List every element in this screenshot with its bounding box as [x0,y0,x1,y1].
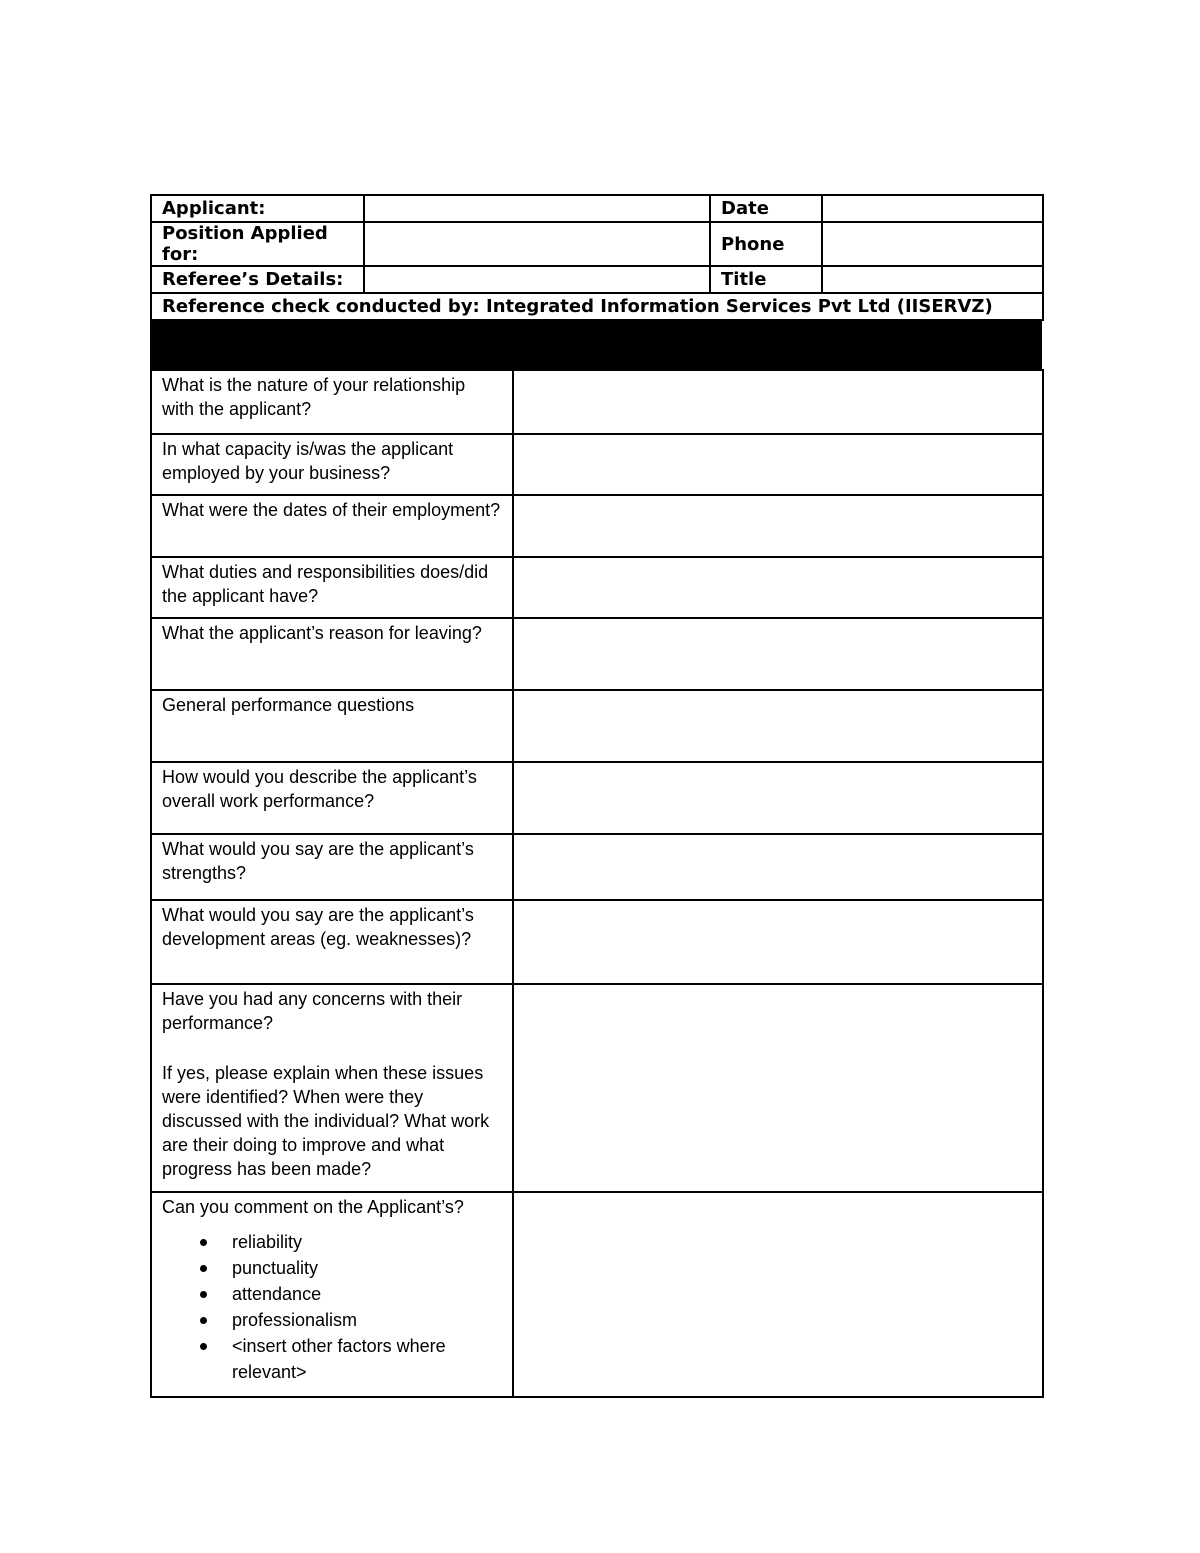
question-text: What would you say are the applicant’s development areas (eg. weaknesses)? [151,900,513,984]
answer-field[interactable] [513,984,1043,1192]
answer-field[interactable] [513,495,1043,557]
question-text: What the applicant’s reason for leaving? [151,618,513,690]
referee-label: Referee’s Details: [151,266,364,293]
list-item: reliability [162,1229,502,1255]
question-row [151,690,1043,762]
question-text: Can you comment on the Applicant’s? [162,1197,464,1217]
list-item: <insert other factors where relevant> [162,1333,502,1385]
answer-field[interactable] [513,834,1043,900]
answer-field[interactable] [513,690,1043,762]
question-text: What is the nature of your relationship with the applicant? [151,370,513,434]
question-cell [151,1192,513,1397]
question-text: Have you had any concerns with their performance? [162,989,463,1033]
answer-field[interactable] [513,1192,1043,1397]
question-row [151,900,1043,984]
position-label: Position Applied for: [151,222,364,266]
list-item: punctuality [162,1255,502,1281]
question-cell [151,984,513,1192]
applicant-details-table [150,194,1044,321]
factor-list [162,1229,502,1385]
question-row [151,557,1043,618]
conducted-by: Reference check conducted by: Integrated Information Services Pvt Ltd (IISERVZ) [151,293,1043,320]
phone-label: Phone [710,222,822,266]
question-row [151,1192,1043,1397]
question-row [151,434,1043,495]
answer-field[interactable] [513,370,1043,434]
question-row [151,495,1043,557]
reference-check-form [150,194,1042,1398]
questions-table [150,369,1044,1398]
title-label: Title [710,266,822,293]
question-text: What would you say are the applicant’s strengths? [151,834,513,900]
applicant-label: Applicant: [151,195,364,222]
answer-field[interactable] [513,618,1043,690]
phone-field[interactable] [822,222,1043,266]
answer-field[interactable] [513,434,1043,495]
question-row [151,834,1043,900]
list-item: professionalism [162,1307,502,1333]
question-text: What were the dates of their employment? [151,495,513,557]
answer-field[interactable] [513,900,1043,984]
section-divider-bar [150,321,1042,369]
question-text: What duties and responsibilities does/did the applicant have? [151,557,513,618]
applicant-field[interactable] [364,195,710,222]
question-row [151,984,1043,1192]
referee-field[interactable] [364,266,710,293]
question-text: In what capacity is/was the applicant employed by your business? [151,434,513,495]
question-text: How would you describe the applicant’s overall work performance? [151,762,513,834]
question-followup: If yes, please explain when these issues were identified? When were they discussed with the individual? What work are their doing to improve and what progress has been made? [162,1063,490,1179]
question-text: General performance questions [151,690,513,762]
answer-field[interactable] [513,557,1043,618]
date-field[interactable] [822,195,1043,222]
list-item: attendance [162,1281,502,1307]
answer-field[interactable] [513,762,1043,834]
question-row [151,762,1043,834]
position-field[interactable] [364,222,710,266]
title-field[interactable] [822,266,1043,293]
question-row [151,370,1043,434]
question-row [151,618,1043,690]
date-label: Date [710,195,822,222]
